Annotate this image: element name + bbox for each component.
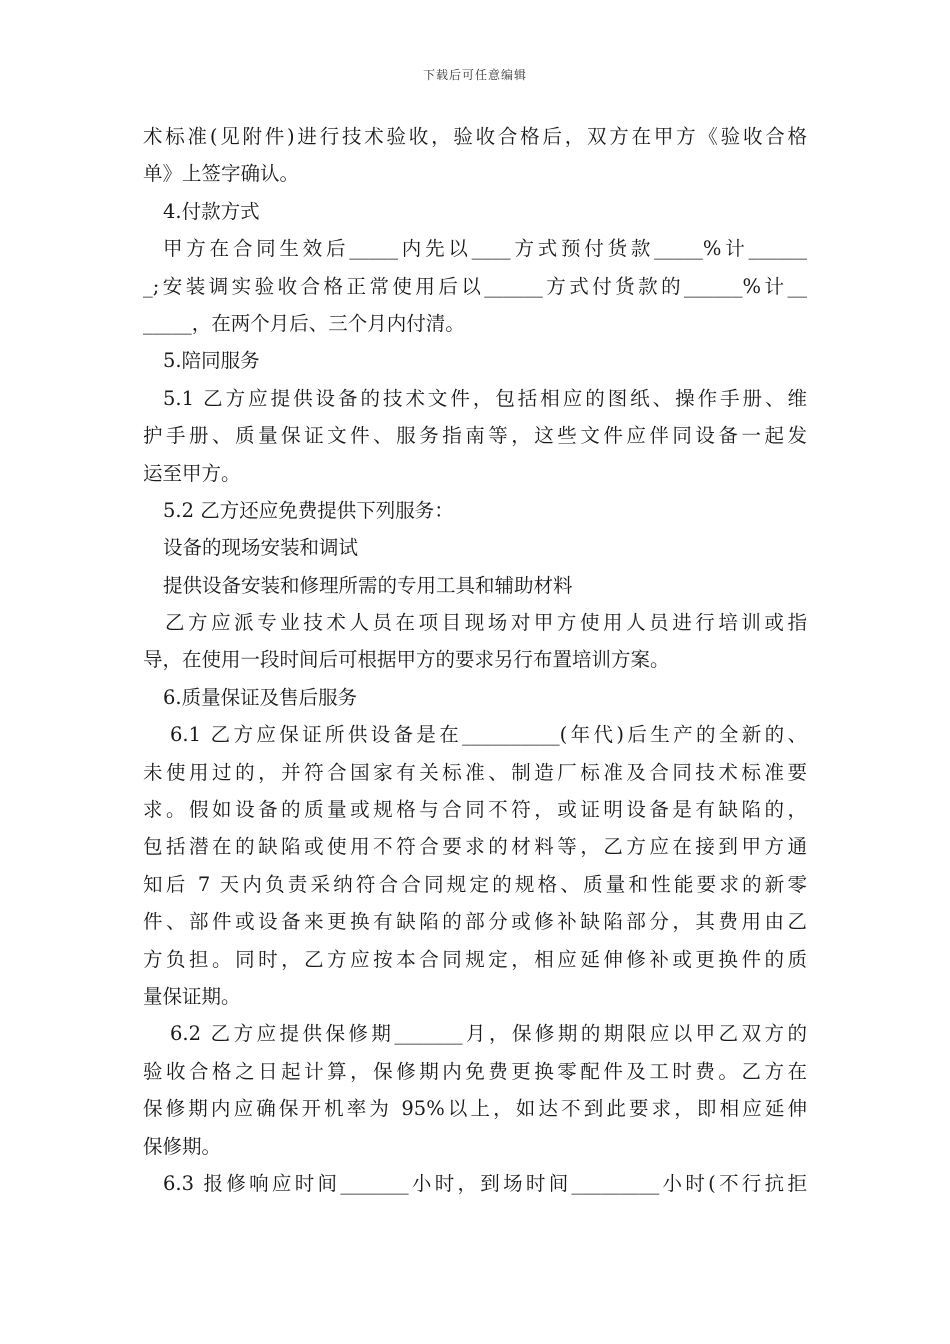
- contract-body: [143, 118, 807, 1202]
- text-line: _____，在两个月后、三个月内付清。: [143, 311, 465, 335]
- text-line: 单》上签字确认。: [143, 162, 300, 186]
- text-line: 护手册、质量保证文件、服务指南等，这些文件应伴同设备一起发: [143, 424, 807, 448]
- text-line: 5.1 乙方应提供设备的技术文件，包括相应的图纸、操作手册、维: [163, 386, 807, 410]
- text-line: 未使用过的，并符合国家有关标准、制造厂标准及合同技术标准要: [143, 760, 807, 784]
- section-heading: 4.付款方式: [163, 199, 260, 223]
- text-line: 提供设备安装和修理所需的专用工具和辅助材料: [163, 573, 573, 597]
- text-line: 保修期。: [143, 1134, 222, 1158]
- text-line: 包括潜在的缺陷或使用不符合要求的材料等，乙方应在接到甲方通: [143, 835, 807, 859]
- text-line: 导，在使用一段时间后可根据甲方的要求另行布置培训方案。: [143, 648, 670, 672]
- text-line: 6.2 乙方应提供保修期_______月，保修期的期限应以甲乙双方的: [170, 1022, 807, 1046]
- text-line: 6.1 乙方应保证所供设备是在__________(年代)后生产的全新的、: [170, 723, 807, 747]
- text-line: 乙方应派专业技术人员在项目现场对甲方使用人员进行培训或指: [165, 611, 807, 635]
- text-line: 知后 7 天内负责采纳符合合同规定的规格、质量和性能要求的新零: [143, 872, 807, 896]
- text-line: 5.2 乙方还应免费提供下列服务：: [163, 498, 454, 522]
- text-line: _;安装调实验收合格正常使用后以______方式付货款的______%计__: [143, 274, 807, 298]
- text-line: 甲方在合同生效后_____内先以____方式预付货款_____%计______: [163, 237, 807, 261]
- section-heading: 5.陪同服务: [163, 349, 260, 373]
- text-line: 件、部件或设备来更换有缺陷的部分或修补缺陷部分，其费用由乙: [143, 910, 807, 934]
- text-line: 6.3 报修响应时间_______小时，到场时间_________小时(不行抗拒: [163, 1171, 807, 1195]
- section-heading: 6.质量保证及售后服务: [163, 685, 358, 709]
- text-line: 设备的现场安装和调试: [163, 536, 359, 560]
- text-line: 术标准(见附件)进行技术验收，验收合格后，双方在甲方《验收合格: [143, 125, 807, 148]
- text-line: 验收合格之日起计算，保修期内免费更换零配件及工时费。乙方在: [143, 1059, 807, 1083]
- text-line: 运至甲方。: [143, 461, 241, 485]
- text-line: 方负担。同时，乙方应按本合同规定，相应延伸修补或更换件的质: [143, 947, 807, 971]
- text-line: 保修期内应确保开机率为 95%以上，如达不到此要求，即相应延伸: [143, 1097, 807, 1121]
- text-line: 量保证期。: [143, 984, 241, 1008]
- text-line: 求。假如设备的质量或规格与合同不符，或证明设备是有缺陷的，: [143, 798, 807, 822]
- page-header: 下载后可任意编辑: [422, 68, 527, 82]
